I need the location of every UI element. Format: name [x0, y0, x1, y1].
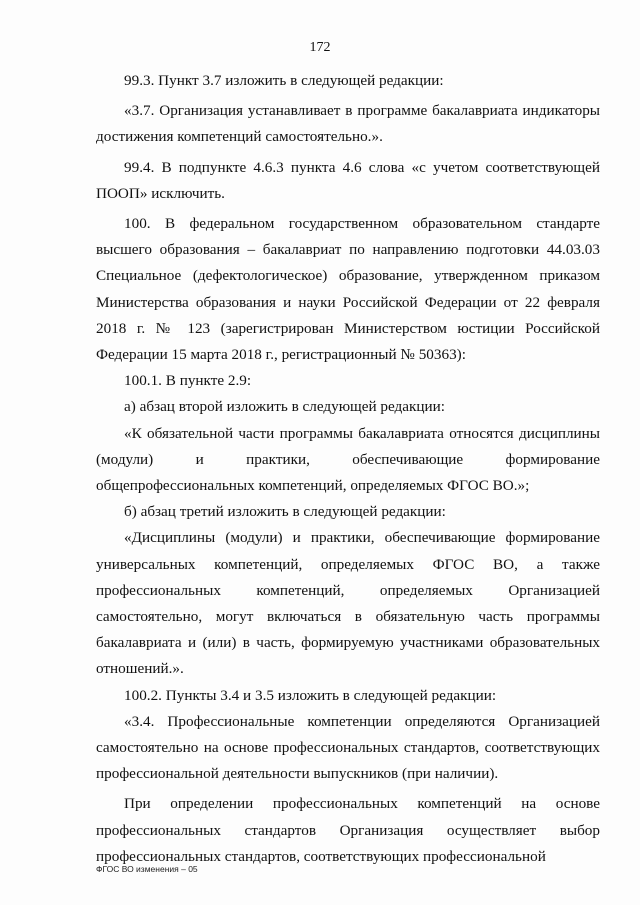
page-number: 172	[309, 40, 331, 55]
paragraph-100: 100. В федеральном государственном образовательном стандарте высшего образования – бакалавриат по направлению подготовки 44.03.03 Специальное (дефектологическое) образование, утвержденном приказом Министерства образования и науки Российской Федерации от 22 февраля 2018 г. № 123 (зарегистрирован Министерством юстиции Российской Федерации 15 марта 2018 г., регистрационный № 50363):	[96, 215, 600, 364]
paragraph-100-2: 100.2. Пункты 3.4 и 3.5 изложить в следующей редакции:	[124, 686, 497, 704]
paragraph-item-a: а) абзац второй изложить в следующей редакции:	[124, 398, 446, 416]
paragraph-quote-mandatory-part: «К обязательной части программы бакалавриата относятся дисциплины (модули) и практики, обеспечивающие формирование общепрофессиональных компетенций, определяемых ФГОС ВО.»;	[96, 424, 600, 495]
paragraph-3-7-quote: «3.7. Организация устанавливает в программе бакалавриата индикаторы достижения компетенций самостоятельно.».	[96, 102, 600, 146]
paragraph-professional-standards: При определении профессиональных компетенций на основе профессиональных стандартов Организация осуществляет выбор профессиональных стандартов, соответствующих профессиональной	[96, 795, 600, 865]
document-body	[96, 68, 600, 870]
paragraph-100-1: 100.1. В пункте 2.9:	[124, 372, 252, 390]
paragraph-99-3: 99.3. Пункт 3.7 изложить в следующей редакции:	[124, 72, 444, 89]
page-footer: ФГОС ВО изменения – 05	[96, 864, 198, 874]
paragraph-99-4: 99.4. В подпункте 4.6.3 пункта 4.6 слова «с учетом соответствующей ПООП» исключить.	[96, 158, 600, 202]
paragraph-3-4-quote: «3.4. Профессиональные компетенции определяются Организацией самостоятельно на основе профессиональных стандартов, соответствующих профессиональной деятельности выпускников (при наличии).	[96, 712, 600, 783]
paragraph-item-b: б) абзац третий изложить в следующей редакции:	[124, 503, 446, 521]
paragraph-quote-disciplines: «Дисциплины (модули) и практики, обеспечивающие формирование универсальных компетенций, определяемых ФГОС ВО, а также профессиональных компетенций, определяемых Организацией самостоятельно, могут включаться в обязательную часть программы бакалавриата и (или) в часть, формируемую участниками образовательных отношений.».	[96, 529, 600, 678]
